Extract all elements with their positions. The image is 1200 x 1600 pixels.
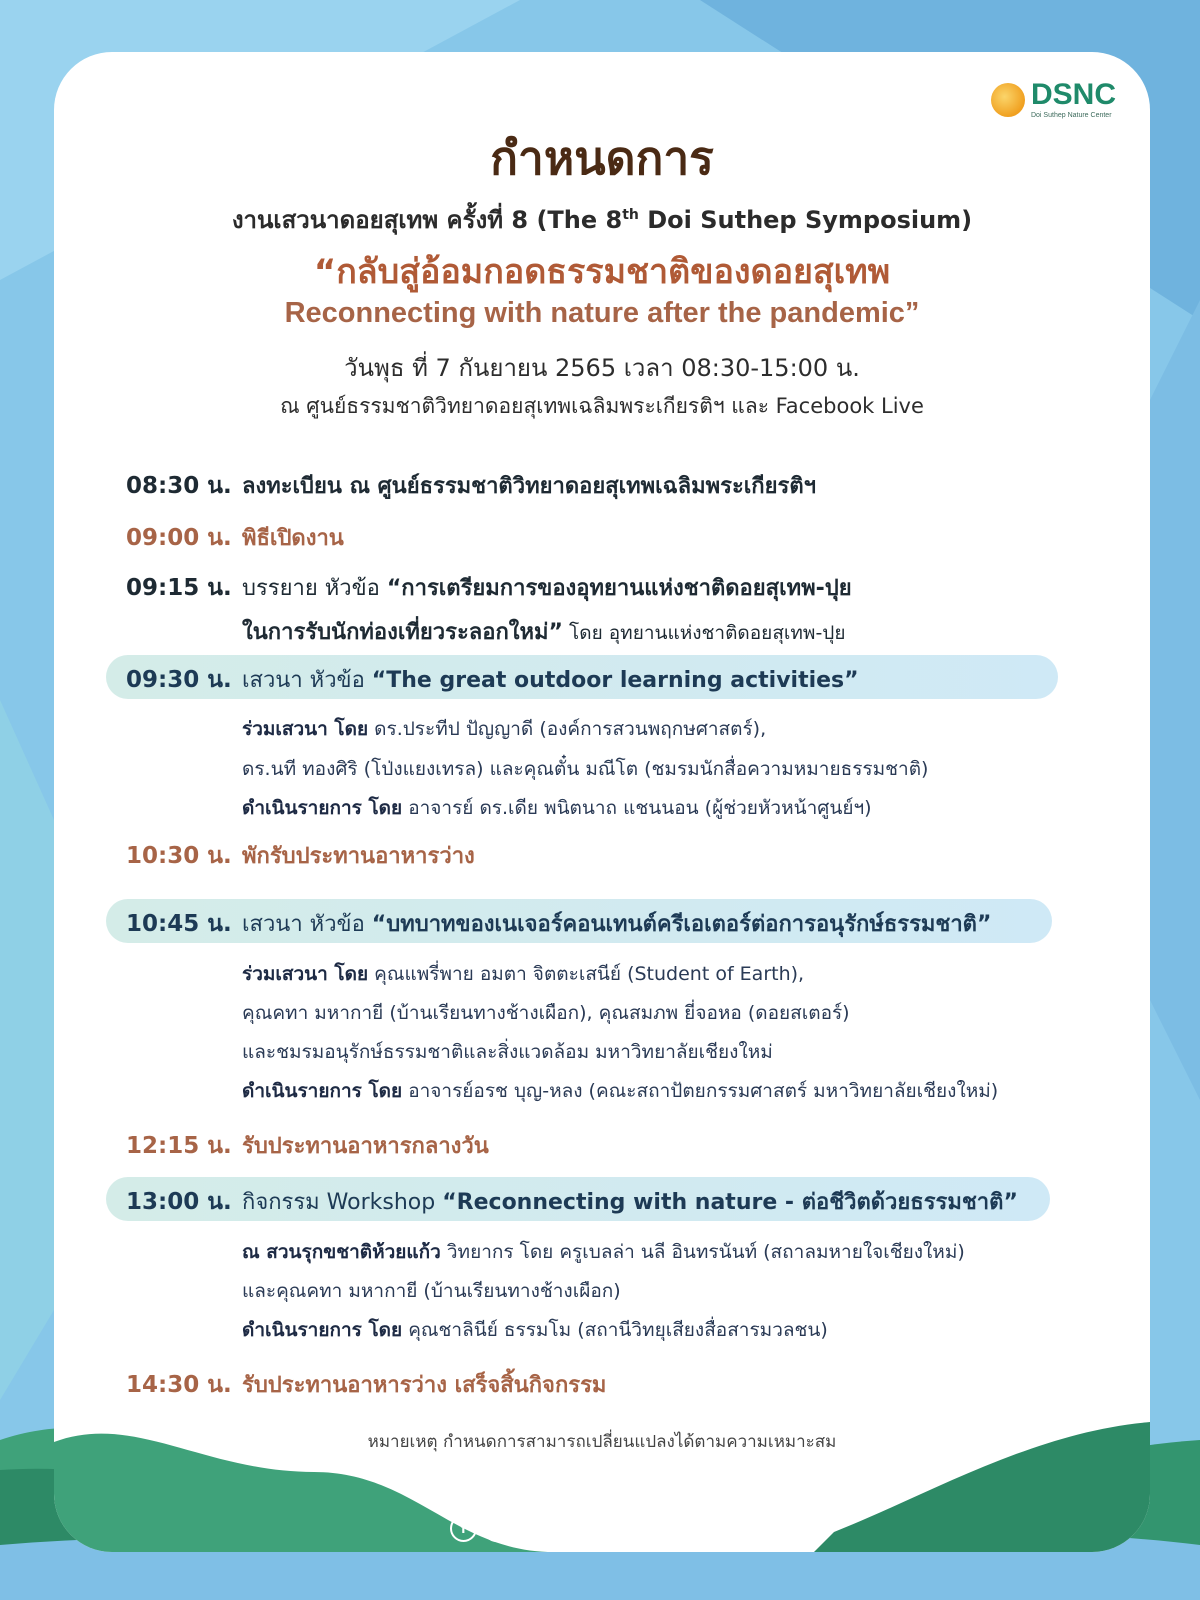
leaf-icon <box>991 83 1025 117</box>
theme-thai: “กลับสู่อ้อมกอดธรรมชาติของดอยสุเทพ <box>313 252 891 292</box>
youtube-play-icon[interactable] <box>549 1515 576 1542</box>
dsnc-logo <box>991 80 1116 119</box>
detail-1045-4: ดำเนินรายการ โดย อาจารย์อรช บุญ-หลง (คณะสถาปัตยกรรมศาสตร์ มหาวิทยาลัยเชียงใหม่) <box>242 1080 999 1102</box>
item-text: พิธีเปิดงาน <box>242 526 344 551</box>
item-time: 08:30 น. <box>126 473 232 499</box>
item-time: 09:30 น. <box>126 667 232 693</box>
detail-0930-3: ดำเนินรายการ โดย อาจารย์ ดร.เดีย พนิตนาถ แชนนอน (ผู้ช่วยหัวหน้าศูนย์ฯ) <box>242 797 872 819</box>
item-text: พักรับประทานอาหารว่าง <box>242 844 475 869</box>
item-text: รับประทานอาหารกลางวัน <box>242 1134 489 1159</box>
item-time: 10:30 น. <box>126 843 232 869</box>
schedule-item-1215 <box>126 1128 489 1164</box>
schedule-item-0830 <box>126 468 816 504</box>
event-venue: ณ ศูนย์ธรรมชาติวิทยาดอยสุเทพเฉลิมพระเกียรติฯ และ Facebook Live <box>280 394 924 418</box>
detail-1045-2: คุณคทา มหากายี (บ้านเรียนทางช้างเผือก), คุณสมภพ ยี่จอหอ (ดอยสเตอร์) <box>242 1002 850 1024</box>
item-time: 09:00 น. <box>126 525 232 551</box>
schedule-item-1430 <box>126 1367 606 1403</box>
footnote: หมายเหตุ กำหนดการสามารถเปลี่ยนแปลงได้ตามความเหมาะสม <box>367 1432 837 1452</box>
detail-1300-1: ณ สวนรุกขชาติห้วยแก้ว วิทยากร โดย ครูเบลล่า นลี อินทรนันท์ (สถาลมหายใจเชียงใหม่) <box>242 1241 965 1263</box>
schedule-item-1300: 13:00 น. กิจกรรม Workshop “Reconnecting with nature - ต่อชีวิตด้วยธรรมชาติ” <box>126 1184 1018 1220</box>
social-bar <box>0 1515 1200 1542</box>
social-handle[interactable]: DSNC_SciCMU <box>592 1515 750 1541</box>
event-name: งานเสวนาดอยสุเทพ ครั้งที่ 8 (The 8th Doi Suthep Symposium) <box>231 206 973 234</box>
schedule-item-0900 <box>126 520 344 556</box>
schedule-card <box>54 52 1150 1552</box>
item-text: ลงทะเบียน ณ ศูนย์ธรรมชาติวิทยาดอยสุเทพเฉลิมพระเกียรติฯ <box>242 474 816 499</box>
item-time: 09:15 น. <box>126 575 232 601</box>
schedule-item-1045: 10:45 น. เสวนา หัวข้อ “บทบาทของเนเจอร์คอนเทนต์ครีเอเตอร์ต่อการอนุรักษ์ธรรมชาติ” <box>126 906 991 942</box>
detail-1045-3: และชมรมอนุรักษ์ธรรมชาติและสิ่งแวดล้อม มหาวิทยาลัยเชียงใหม่ <box>242 1041 773 1063</box>
page-title: กำหนดการ <box>490 131 714 185</box>
item-time: 14:30 น. <box>126 1372 232 1398</box>
facebook-icon[interactable]: f <box>450 1515 477 1542</box>
event-date: วันพุธ ที่ 7 กันยายน 2565 เวลา 08:30-15:00 น. <box>344 354 860 382</box>
item-time: 12:15 น. <box>126 1133 232 1159</box>
detail-1300-2: และคุณคทา มหากายี (บ้านเรียนทางช้างเผือก) <box>242 1280 621 1302</box>
schedule-item-1030 <box>126 838 475 874</box>
item-text: รับประทานอาหารว่าง เสร็จสิ้นกิจกรรม <box>242 1373 607 1398</box>
schedule-item-0930: 09:30 น. เสวนา หัวข้อ “The great outdoor learning activities” <box>126 662 859 698</box>
detail-1300-3: ดำเนินรายการ โดย คุณชาลินีย์ ธรรมโม (สถานีวิทยุเสียงสื่อสารมวลชน) <box>242 1319 828 1341</box>
detail-1045-1: ร่วมเสวนา โดย คุณแพรี่พาย อมตา จิตตะเสนีย์ (Student of Earth), <box>242 963 805 985</box>
logo-subtitle: Doi Suthep Nature Center <box>1030 112 1112 119</box>
logo-name: DSNC <box>1030 78 1116 111</box>
twitter-icon[interactable] <box>483 1515 510 1542</box>
detail-0930-2: ดร.นที ทองศิริ (โป่งแยงเทรล) และคุณตั๋น มณีโต (ชมรมนักสื่อความหมายธรรมชาติ) <box>242 758 929 780</box>
theme-english: Reconnecting with nature after the pandemic” <box>284 297 920 329</box>
schedule-item-0915: 09:15 น. บรรยาย หัวข้อ “การเตรียมการของอุทยานแห่งชาติดอยสุเทพ-ปุย <box>126 570 852 606</box>
item-time: 10:45 น. <box>126 911 232 937</box>
instagram-icon[interactable] <box>516 1515 543 1542</box>
schedule-item-0915-cont: ในการรับนักท่องเที่ยวระลอกใหม่” โดย อุทยานแห่งชาติดอยสุเทพ-ปุย <box>242 620 846 645</box>
detail-0930-1: ร่วมเสวนา โดย ดร.ประทีป ปัญญาดี (องค์การสวนพฤกษศาสตร์), <box>242 718 767 740</box>
item-time: 13:00 น. <box>126 1189 232 1215</box>
